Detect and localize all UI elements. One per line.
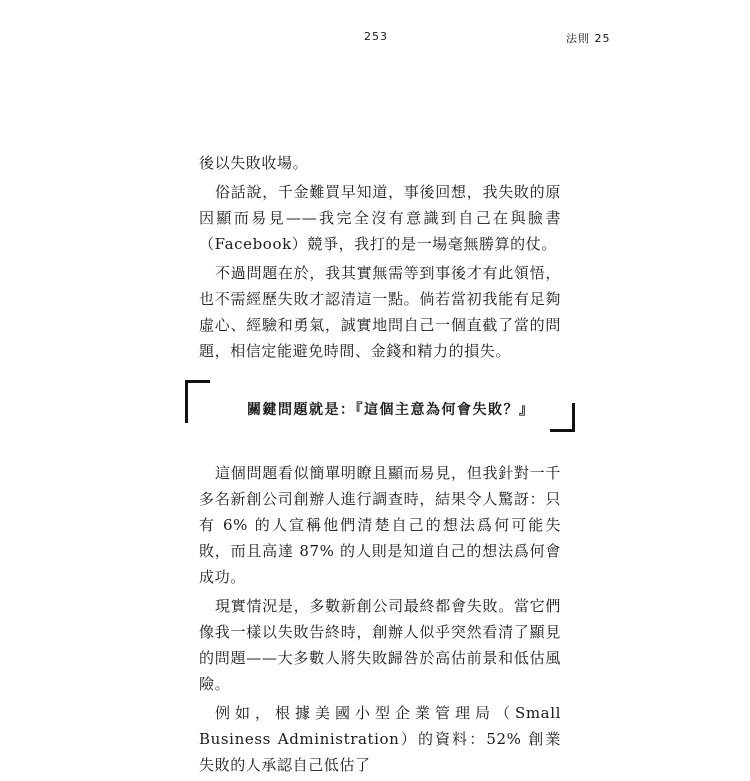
paragraph: 俗話說，千金難買早知道，事後回想，我失敗的原因顯而易見——我完全沒有意識到自己在與臉書（Facebook）競爭，我打的是一場毫無勝算的仗。: [199, 183, 561, 253]
paragraph: 現實情況是，多數新創公司最終都會失敗。當它們像我一樣以失敗告終時，創辦人似乎突然看清了顯見的問題——大多數人將失敗歸咎於高估前景和低估風險。: [199, 597, 561, 693]
paragraph: 這個問題看似簡單明瞭且顯而易見，但我針對一千多名新創公司創辦人進行調查時，結果令人驚訝：只有 6% 的人宣稱他們清楚自己的想法爲何可能失敗，而且高達 87% 的人則是知道自己的想法爲何會成功。: [199, 464, 561, 586]
paragraph: 例如，根據美國小型企業管理局（Small Business Administration）的資料：52% 創業失敗的人承認自己低估了: [199, 704, 561, 774]
paragraph: 不過問題在於，我其實無需等到事後才有此領悟，也不需經歷失敗才認清這一點。倘若當初我能有足夠虛心、經驗和勇氣，誠實地問自己一個直截了當的問題，相信定能避免時間、金錢和精力的損失。: [199, 264, 561, 360]
key-question-callout: [185, 380, 575, 432]
chapter-label: 法則 25: [566, 32, 611, 45]
page-number: 253: [364, 30, 388, 43]
paragraph: 後以失敗收場。: [199, 154, 309, 172]
callout-text: 關鍵問題就是：『這個主意為何會失敗？』: [247, 402, 535, 418]
bracket-bottom-right: [550, 403, 575, 432]
body-text-top: [199, 150, 561, 367]
bracket-top-left: [185, 380, 210, 423]
body-text-bottom: [199, 460, 561, 781]
